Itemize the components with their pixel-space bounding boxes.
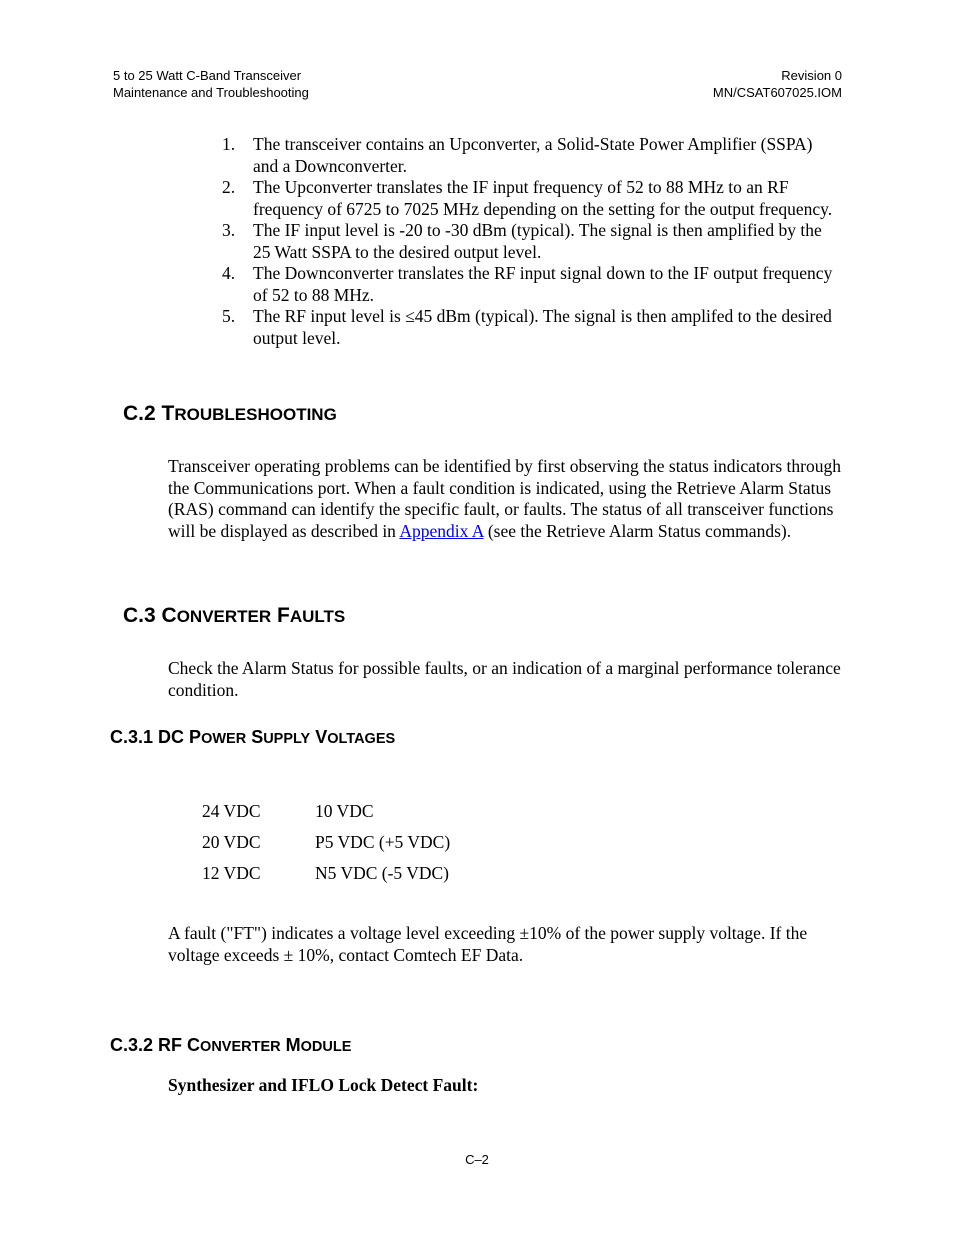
document-title: 5 to 25 Watt C-Band Transceiver — [113, 68, 302, 83]
document-number: MN/CSAT607025.IOM — [712, 85, 842, 100]
troubleshooting-paragraph: Transceiver operating problems can be identified by first observing the status indicators through the Communications port. When a fault condition is indicated, using the Retrieve Alarm Status (RAS) command can identify the specific fault, or faults. The status of all transceiver functions will be displayed as described in Appendix A (see the Retrieve Alarm Status commands). — [168, 456, 841, 541]
section-heading-c3-2: C.3.2 RF CONVERTER MODULE — [110, 1035, 352, 1055]
section-heading-c3-1: C.3.1 DC POWER SUPPLY VOLTAGES — [110, 727, 396, 747]
running-header-left — [113, 67, 309, 101]
lock-detect-fault-subheading: Synthesizer and IFLO Lock Detect Fault: — [168, 1075, 479, 1095]
transceiver-description-list — [222, 134, 842, 349]
list-item: 5. The RF input level is ≤45 dBm (typical). The signal is then amplifed to the desired output level. — [222, 306, 832, 348]
running-header-right — [713, 67, 842, 101]
table-row: 12 VDC N5 VDC (-5 VDC) — [202, 863, 450, 883]
voltage-list-table — [202, 801, 450, 894]
list-item: 3. The IF input level is -20 to -30 dBm (typical). The signal is then amplified by the 25 Watt SSPA to the desired output level. — [222, 220, 822, 262]
appendix-a-link[interactable]: Appendix A — [399, 520, 484, 541]
section-heading-c3: C.3 CONVERTER FAULTS — [123, 604, 346, 627]
table-row: 24 VDC 10 VDC — [202, 801, 374, 821]
section-heading-c2: C.2 TROUBLESHOOTING — [123, 402, 337, 425]
list-item: 1. The transceiver contains an Upconverter, a Solid-State Power Amplifier (SSPA) and a Downconverter. — [222, 134, 813, 176]
page-number: C–2 — [465, 1152, 489, 1167]
table-row: 20 VDC P5 VDC (+5 VDC) — [202, 832, 451, 852]
list-item: 4. The Downconverter translates the RF input signal down to the IF output frequency of 52 to 88 MHz. — [222, 263, 833, 305]
chapter-title: Maintenance and Troubleshooting — [113, 85, 309, 100]
converter-faults-paragraph: Check the Alarm Status for possible faults, or an indication of a marginal performance tolerance condition. — [168, 658, 841, 700]
list-item: 2. The Upconverter translates the IF input frequency of 52 to 88 MHz to an RF frequency of 6725 to 7025 MHz depending on the setting for the output frequency. — [222, 177, 833, 219]
voltage-fault-paragraph: A fault ("FT") indicates a voltage level exceeding ±10% of the power supply voltage. If the voltage exceeds ± 10%, contact Comtech EF Data. — [168, 923, 808, 965]
revision-label: Revision 0 — [781, 68, 842, 83]
